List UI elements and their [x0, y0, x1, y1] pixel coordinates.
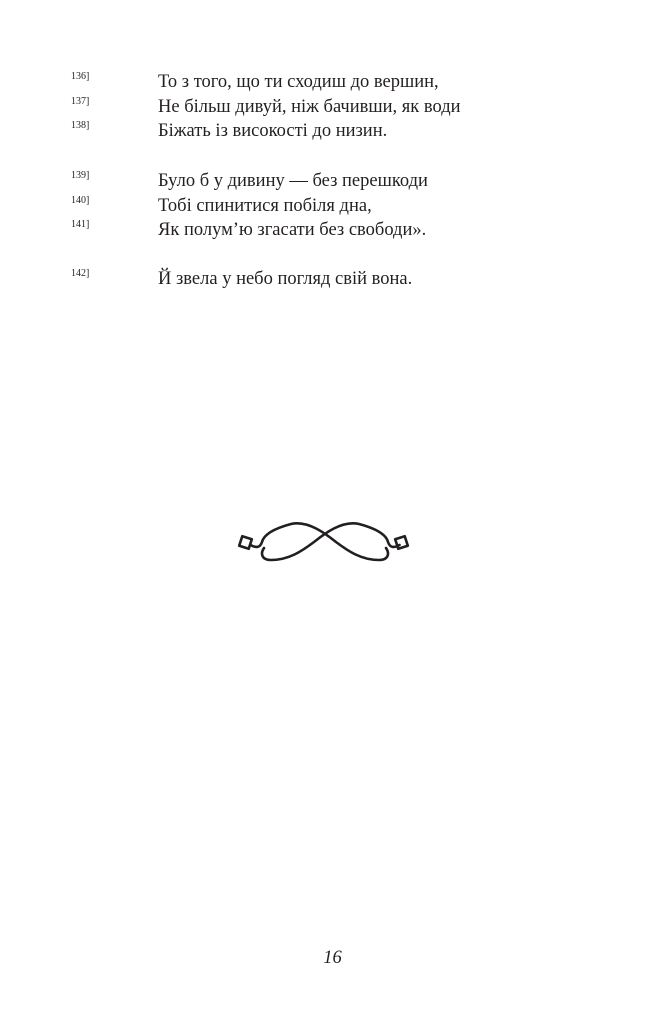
verse-text: Було б у дивину — без перешкоди	[158, 171, 428, 191]
page-number: 16	[323, 948, 342, 968]
verse-line	[0, 267, 665, 292]
line-number: 142]	[71, 268, 90, 279]
verse-line	[0, 70, 665, 95]
verse-text: Тобі спинитися побіля дна,	[158, 195, 372, 216]
line-number: 137]	[71, 95, 90, 107]
verse-line	[0, 95, 665, 120]
verse-line	[0, 194, 665, 219]
verse-text: Й звела у небо погляд свій вона.	[158, 269, 413, 289]
line-number: 136]	[71, 71, 90, 82]
line-number: 140]	[71, 194, 90, 206]
infinity-flourish-icon	[236, 514, 414, 566]
stanza-2	[0, 169, 665, 243]
line-number: 141]	[71, 219, 90, 230]
verse-line	[0, 218, 665, 243]
verse-line	[0, 169, 665, 194]
verse-text: То з того, що ти сходиш до вершин,	[158, 72, 439, 92]
stanza-3	[0, 267, 665, 292]
verse-text: Біжать із високості до низин.	[158, 121, 388, 141]
verse-text: Не більш дивуй, ніж бачивши, як води	[158, 96, 461, 117]
line-number: 139]	[71, 170, 90, 181]
verse-line	[0, 119, 665, 144]
line-number: 138]	[71, 120, 90, 131]
stanza-1	[0, 70, 665, 144]
verse-text: Як полум’ю згасати без свободи».	[158, 220, 427, 240]
